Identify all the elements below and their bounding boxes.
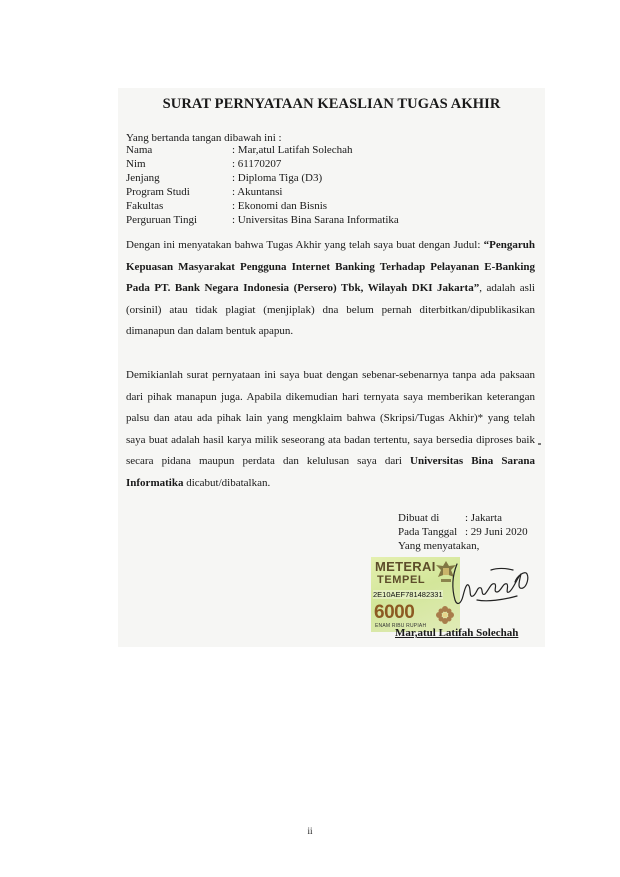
statement-paragraph	[126, 235, 535, 343]
date-value: : 29 Juni 2020	[465, 526, 528, 538]
identity-value: : 61170207	[232, 158, 282, 170]
identity-label: Perguruan Tingi	[126, 214, 198, 226]
identity-row-jenjang	[126, 171, 399, 185]
place-value: : Jakarta	[465, 512, 502, 524]
identity-value: : Mar,atul Latifah Solechah	[232, 144, 353, 156]
identity-value: : Diploma Tiga (D3)	[232, 172, 323, 184]
institution-name: Universitas Bina Sarana Informatika	[126, 455, 535, 489]
place-row	[398, 511, 528, 525]
identity-label: Fakultas	[126, 200, 164, 212]
place-label: Dibuat di	[398, 512, 440, 524]
stamp-sublabel: TEMPEL	[377, 574, 426, 586]
declaration-lead: Demikianlah surat pernyataan ini saya buat dengan sebenar-sebenarnya tanpa ada paksaan dari pihak manapun juga. Apabila dikemudian hari ternyata saya memberikan keterangan palsu dan atau ada pihak lain yang mengklaim bahwa (Skripsi/Tugas Akhir)* yang telah saya buat adalah hasil karya milik seseorang ata badan tertentu, saya bersedia diproses baik secara pidana maupun perdata dan kelulusan saya dari	[126, 369, 535, 467]
scan-speck	[538, 443, 541, 445]
identity-row-program-studi	[126, 185, 399, 199]
signer-name: Mar,atul Latifah Solechah	[395, 627, 519, 639]
handwritten-signature	[447, 556, 537, 616]
page-number: ii	[307, 826, 313, 836]
stamp-label: METERAI	[375, 559, 436, 574]
date-row	[398, 525, 528, 539]
stamp-value-words: ENAM RIBU RUPIAH	[375, 623, 427, 629]
identity-table	[126, 143, 399, 227]
stamp-serial: 2E10AEF781482331	[373, 590, 443, 599]
intro-line: Yang bertanda tangan dibawah ini :	[126, 132, 282, 144]
closing-line: Yang menyatakan,	[398, 540, 480, 552]
identity-value: : Akuntansi	[232, 186, 283, 198]
identity-row-fakultas	[126, 199, 399, 213]
identity-value: : Universitas Bina Sarana Informatika	[232, 214, 399, 226]
declaration-tail: dicabut/dibatalkan.	[183, 476, 271, 489]
identity-row-nama	[126, 143, 399, 157]
scanned-letter	[118, 88, 545, 647]
statement-tail: , adalah asli (orsinil) atau tidak plagiat (menjiplak) dna belum pernah diterbitkan/dipublikasikan dimanapun dan dalam bentuk apapun.	[126, 282, 535, 337]
declaration-paragraph	[126, 365, 535, 494]
identity-label: Jenjang	[126, 172, 160, 184]
stamp-value: 6000	[374, 602, 415, 623]
identity-label: Nim	[126, 158, 146, 170]
identity-row-nim	[126, 157, 399, 171]
thesis-title: “Pengaruh Kepuasan Masyarakat Pengguna Internet Banking Terhadap Pelayanan E-Banking Pada PT. Bank Negara Indonesia (Persero) Tbk, Wilayah DKI Jakarta”	[126, 239, 535, 294]
statement-lead: Dengan ini menyatakan bahwa Tugas Akhir yang telah saya buat dengan Judul:	[126, 239, 484, 251]
identity-label: Program Studi	[126, 186, 190, 198]
document-title: SURAT PERNYATAAN KEASLIAN TUGAS AKHIR	[162, 96, 501, 112]
date-label: Pada Tanggal	[398, 526, 458, 538]
identity-value: : Ekonomi dan Bisnis	[232, 200, 328, 212]
signature-block	[398, 511, 528, 553]
identity-row-perguruan-tinggi	[126, 213, 399, 227]
identity-label: Nama	[126, 144, 153, 156]
